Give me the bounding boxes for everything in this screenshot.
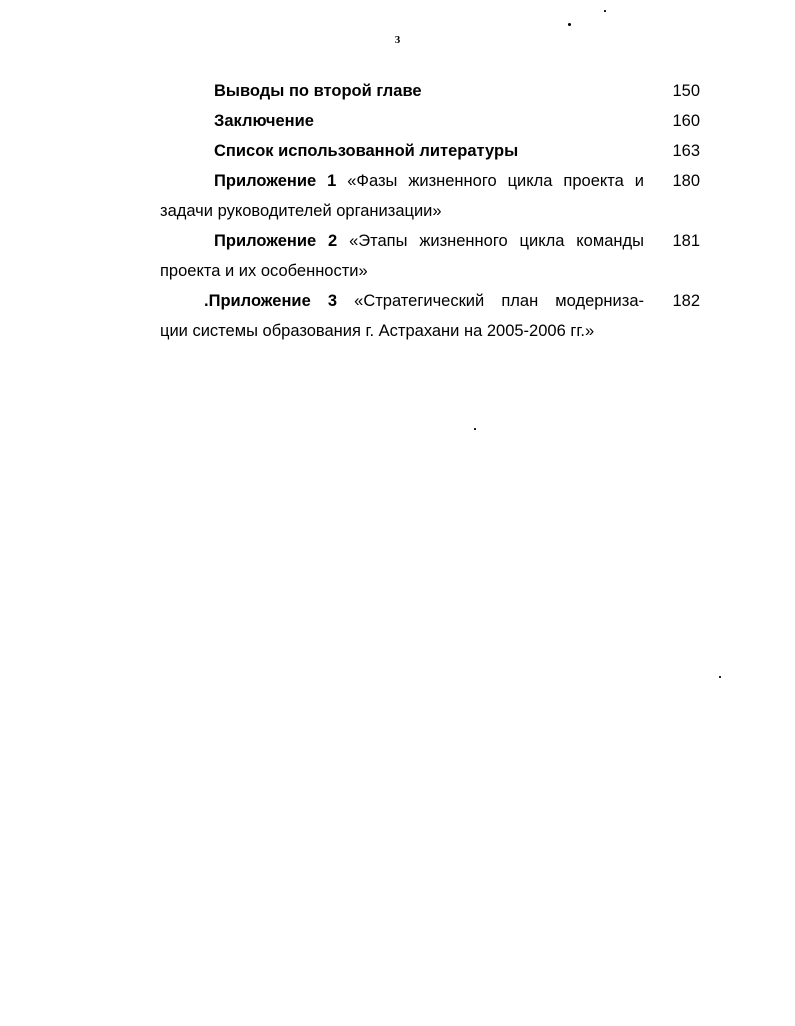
toc-entry-description: «Фазы жизненного цикла проекта и	[347, 172, 644, 190]
toc-entry-bibliography	[160, 136, 700, 166]
toc-entry-conclusions-chapter-two	[160, 76, 700, 106]
toc-page-number: 160	[672, 112, 700, 130]
toc-page-number: 163	[672, 142, 700, 160]
scan-speck	[474, 428, 476, 430]
toc-entry-continuation: проекта и их особенности»	[160, 262, 368, 280]
toc-entry-appendix-1	[160, 166, 700, 226]
toc-entry-continuation: задачи руководителей организации»	[160, 202, 442, 220]
toc-entry-appendix-3	[160, 286, 700, 346]
toc-entry-title: Приложение 1	[214, 172, 337, 190]
toc-entry-title: Заключение	[214, 112, 314, 130]
toc-entry-conclusion	[160, 106, 700, 136]
scan-speck	[719, 676, 721, 678]
toc-entry-title: Список использованной литературы	[214, 142, 519, 160]
toc-entry-continuation: ции системы образования г. Астрахани на 2005-2006 гг.»	[160, 322, 595, 340]
toc-page-number: 182	[672, 292, 700, 310]
scan-speck	[604, 10, 606, 12]
toc-entry-title: Приложение 3	[208, 292, 338, 310]
toc-entry-first-line	[160, 286, 644, 316]
toc-entry-first-line	[160, 226, 644, 256]
toc-entry-title: Выводы по второй главе	[214, 82, 422, 100]
toc-page-number: 150	[672, 82, 700, 100]
toc-entry-description: «Стратегический план модерниза-	[354, 292, 644, 310]
page-number: 3	[394, 34, 401, 46]
toc-entry-description: «Этапы жизненного цикла команды	[349, 232, 644, 250]
toc-page-number: 181	[672, 232, 700, 250]
toc-page-number: 180	[672, 172, 700, 190]
toc-entry-first-line	[160, 166, 644, 196]
toc-entry-title: Приложение 2	[214, 232, 338, 250]
toc-entry-lead-mark: .	[204, 292, 209, 310]
scan-speck	[568, 23, 571, 26]
table-of-contents	[160, 76, 700, 346]
toc-entry-appendix-2	[160, 226, 700, 286]
